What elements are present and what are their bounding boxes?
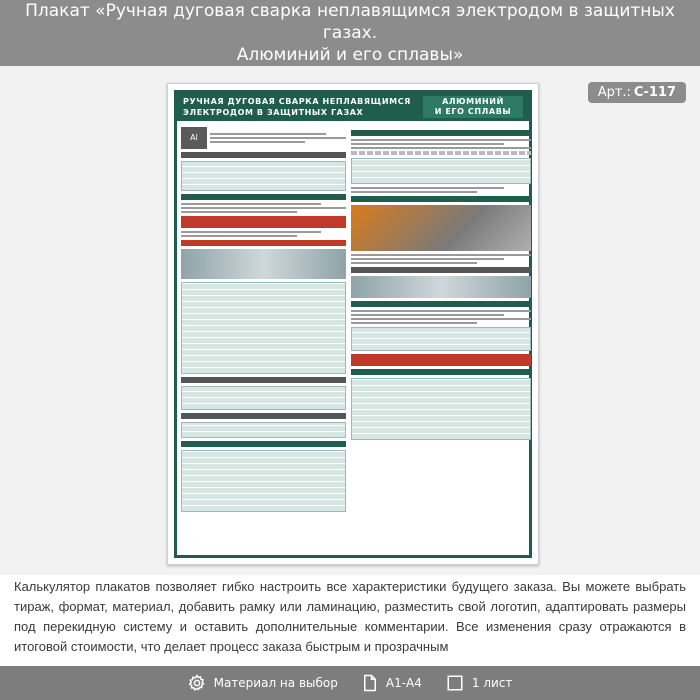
aluminium-logo: Al (181, 127, 207, 149)
poster-subtitle: АЛЮМИНИЙ И ЕГО СПЛАВЫ (423, 96, 523, 118)
feature-material (188, 674, 338, 692)
weld-crack-illustration (181, 249, 346, 279)
page-title-line-2: Алюминий и его сплавы» (236, 45, 464, 65)
feature-format (362, 674, 422, 692)
poster-title-line-1: РУЧНАЯ ДУГОВАЯ СВАРКА НЕПЛАВЯЩИМСЯ (183, 97, 411, 106)
product-image-viewer (0, 66, 700, 575)
poster-right-column (351, 127, 531, 545)
feature-bar (0, 666, 700, 700)
page-title-line-1: Плакат «Ручная дуговая сварка неплавящимся электродом в защитных газах. (25, 1, 675, 43)
grinding-illustration (351, 205, 531, 251)
poster-frame (174, 90, 532, 558)
article-code: С-117 (633, 85, 676, 100)
product-description: Калькулятор плакатов позволяет гибко настроить все характеристики будущего заказа. Вы можете выбрать тираж, формат, материал, добавить рамку или ламинацию, разместить свой логотип, адаптировать размеры под перекидную систему и оставить дополнительные комментарии. Все изменения сразу отражаются в итоговой стоимости, что делает процесс заказа быстрым и прозрачным (14, 579, 686, 654)
feature-sheets-label: 1 лист (471, 676, 513, 690)
feature-material-label: Материал на выбор (213, 676, 338, 690)
poster-header (177, 93, 529, 121)
feature-format-label: А1-А4 (385, 676, 422, 690)
poster-left-column (181, 127, 346, 545)
feature-sheets (446, 674, 513, 692)
title-bar (0, 0, 700, 66)
article-badge (588, 82, 686, 103)
poster-title-line-2: ЭЛЕКТРОДОМ В ЗАЩИТНЫХ ГАЗАХ (183, 108, 364, 117)
gear-icon (188, 674, 206, 692)
document-icon (362, 674, 378, 692)
square-icon (446, 674, 464, 692)
article-label: Арт.: (597, 85, 631, 100)
poster-preview[interactable] (167, 83, 539, 565)
